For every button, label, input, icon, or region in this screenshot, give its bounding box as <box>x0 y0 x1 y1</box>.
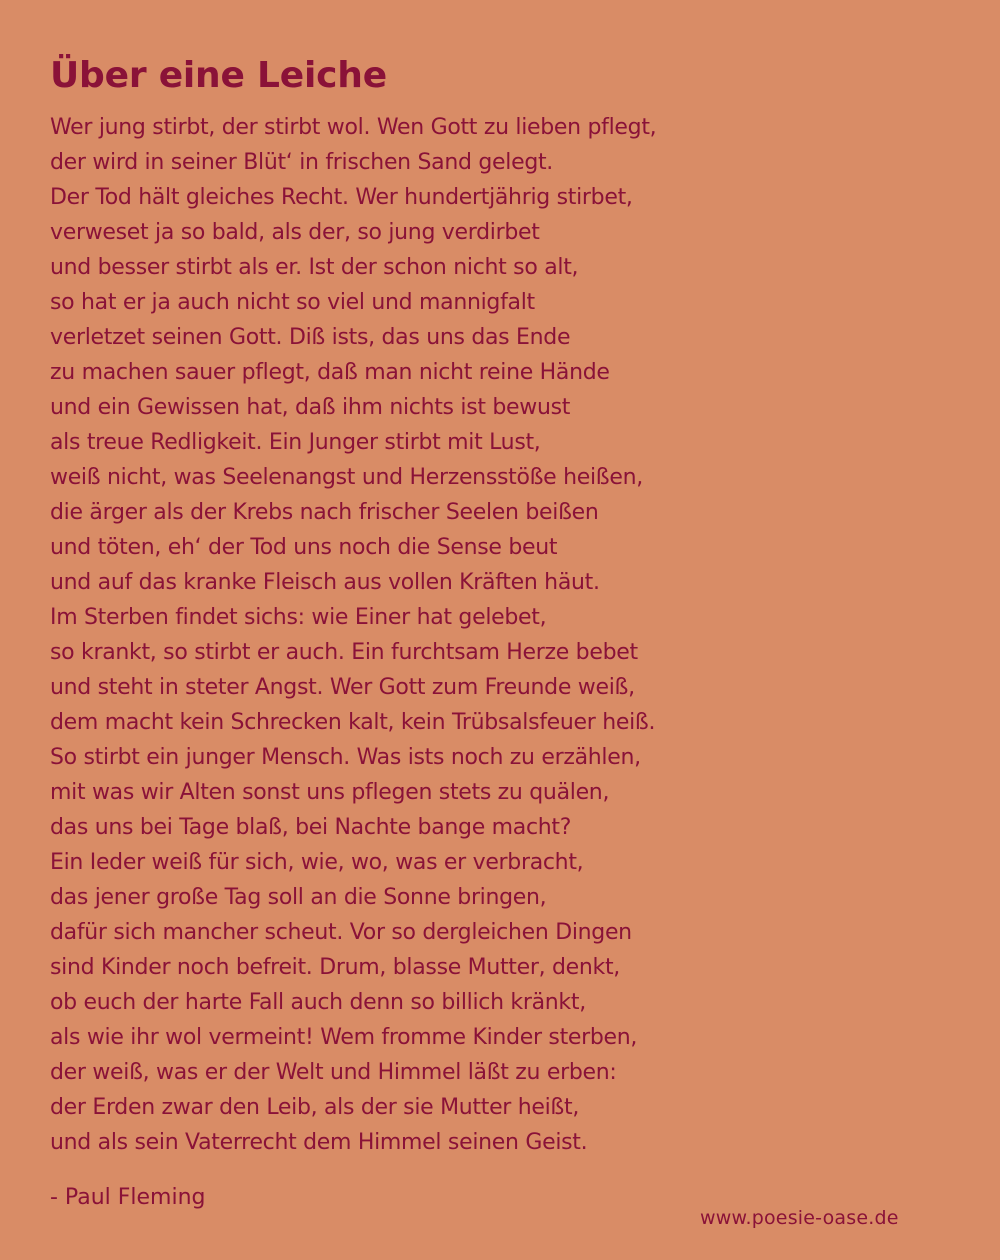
poem-line: das uns bei Tage blaß, bei Nachte bange macht? <box>50 815 572 840</box>
poem-line: und als sein Vaterrecht dem Himmel seinen Geist. <box>50 1130 588 1155</box>
poem-line: sind Kinder noch befreit. Drum, blasse Mutter, denkt, <box>50 955 621 980</box>
poem-line: dem macht kein Schrecken kalt, kein Trübsalsfeuer heiß. <box>50 710 656 735</box>
poem-line: ob euch der harte Fall auch denn so billich kränkt, <box>50 990 586 1015</box>
poem-line: so krankt, so stirbt er auch. Ein furchtsam Herze bebet <box>50 640 638 665</box>
poem-body <box>50 110 950 1160</box>
poem-line: und besser stirbt als er. Ist der schon nicht so alt, <box>50 255 579 280</box>
poem-line: der weiß, was er der Welt und Himmel läßt zu erben: <box>50 1060 617 1085</box>
poem-title: Über eine Leiche <box>50 55 387 96</box>
poem-line: die ärger als der Krebs nach frischer Seelen beißen <box>50 500 599 525</box>
poem-line: verletzet seinen Gott. Diß ists, das uns das Ende <box>50 325 571 350</box>
poem-line: als wie ihr wol vermeint! Wem fromme Kinder sterben, <box>50 1025 638 1050</box>
poem-line: so hat er ja auch nicht so viel und mannigfalt <box>50 290 535 315</box>
poem-line: verweset ja so bald, als der, so jung verdirbet <box>50 220 540 245</box>
poem-line: als treue Redligkeit. Ein Junger stirbt mit Lust, <box>50 430 541 455</box>
poem-line: So stirbt ein junger Mensch. Was ists noch zu erzählen, <box>50 745 641 770</box>
poem-line: und auf das kranke Fleisch aus vollen Kräften häut. <box>50 570 600 595</box>
poem-line: der wird in seiner Blüt‘ in frischen Sand gelegt. <box>50 150 553 175</box>
poem-line: das jener große Tag soll an die Sonne bringen, <box>50 885 547 910</box>
poem-line: und töten, eh‘ der Tod uns noch die Sense beut <box>50 535 558 560</box>
poem-card <box>50 52 950 1215</box>
poem-line: Im Sterben findet sichs: wie Einer hat gelebet, <box>50 605 547 630</box>
website-url: www.poesie-oase.de <box>700 1207 899 1229</box>
poem-line: und ein Gewissen hat, daß ihm nichts ist bewust <box>50 395 571 420</box>
author-credit: - Paul Fleming <box>50 1185 206 1210</box>
poem-line: weiß nicht, was Seelenangst und Herzensstöße heißen, <box>50 465 643 490</box>
poem-line: zu machen sauer pflegt, daß man nicht reine Hände <box>50 360 610 385</box>
poem-line: und steht in steter Angst. Wer Gott zum Freunde weiß, <box>50 675 635 700</box>
poem-line: Der Tod hält gleiches Recht. Wer hundertjährig stirbet, <box>50 185 633 210</box>
poem-line: Ein Ieder weiß für sich, wie, wo, was er verbracht, <box>50 850 584 875</box>
poem-line: mit was wir Alten sonst uns pflegen stets zu quälen, <box>50 780 610 805</box>
poem-line: der Erden zwar den Leib, als der sie Mutter heißt, <box>50 1095 580 1120</box>
poem-line: Wer jung stirbt, der stirbt wol. Wen Gott zu lieben pflegt, <box>50 115 657 140</box>
poem-line: dafür sich mancher scheut. Vor so dergleichen Dingen <box>50 920 632 945</box>
